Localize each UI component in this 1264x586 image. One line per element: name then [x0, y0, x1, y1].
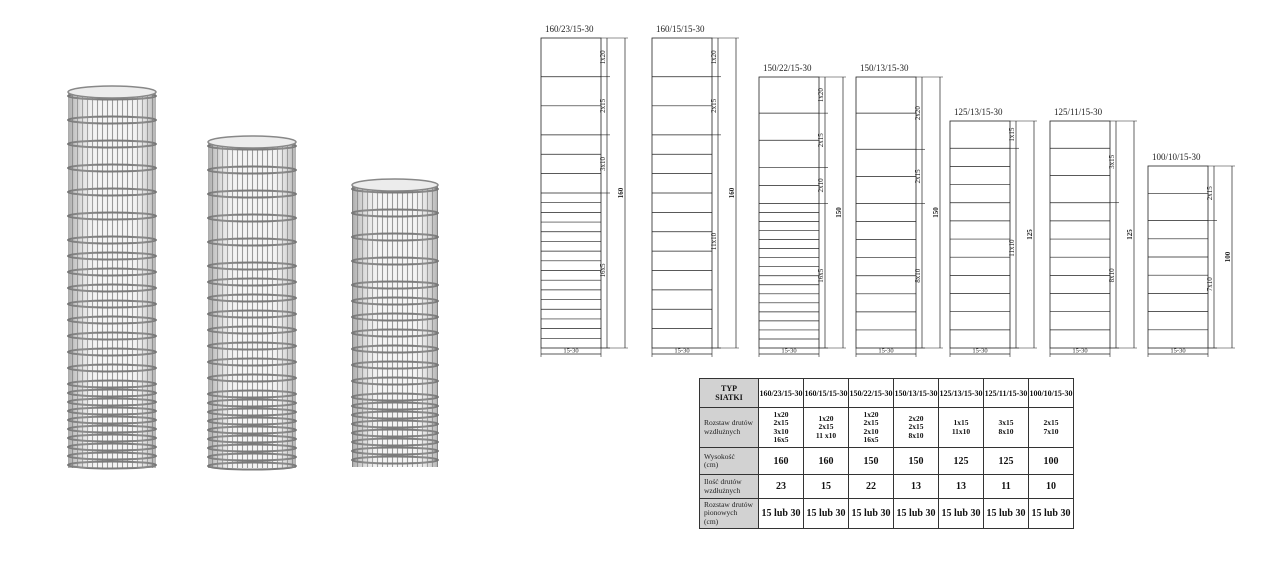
- spec-table: [699, 378, 1074, 529]
- height-label: 150: [932, 207, 940, 218]
- width-label: 15-30: [1170, 347, 1186, 355]
- height-label: 160: [728, 187, 736, 199]
- table-cell: 15 lub 30: [804, 499, 849, 529]
- table-cell: 150: [849, 448, 894, 475]
- table-cell: 100: [1029, 448, 1074, 475]
- row-label: Ilość drutów wzdłużnych: [700, 475, 759, 499]
- column-header: 125/11/15-30: [984, 379, 1029, 408]
- spacing-label: 1x20: [599, 50, 607, 65]
- spacing-label: 2x15: [1206, 186, 1214, 201]
- width-label: 15-30: [878, 347, 894, 355]
- table-cell: 160: [759, 448, 804, 475]
- table-cell: 15 lub 30: [894, 499, 939, 529]
- spacing-label: 8x10: [914, 268, 922, 283]
- spacing-label: 2x20: [914, 106, 922, 121]
- fence-diagram: [541, 24, 628, 357]
- width-label: 15-30: [972, 347, 988, 355]
- fence-panel: [950, 121, 1010, 348]
- table-cell: 160: [804, 448, 849, 475]
- diagram-title: 100/10/15-30: [1152, 152, 1201, 162]
- table-cell: 1x20 2x15 2x10 16x5: [849, 408, 894, 448]
- spacing-label: 2x15: [914, 169, 922, 184]
- row-label: Rozstaw drutów wzdłużnych: [700, 408, 759, 448]
- spacing-label: 16x5: [599, 263, 607, 278]
- height-label: 150: [835, 207, 843, 218]
- column-header: 160/23/15-30: [759, 379, 804, 408]
- table-cell: 15 lub 30: [759, 499, 804, 529]
- fence-diagram: [759, 63, 846, 357]
- row-label: Rozstaw drutów pionowych (cm): [700, 499, 759, 529]
- table-cell: 3x15 8x10: [984, 408, 1029, 448]
- column-header: 100/10/15-30: [1029, 379, 1074, 408]
- spacing-label: 2x15: [599, 98, 607, 113]
- spacing-label: 8x10: [1108, 268, 1116, 283]
- height-label: 125: [1126, 229, 1134, 240]
- spacing-label: 1x15: [1008, 127, 1016, 142]
- spacing-label: 2x15: [710, 98, 718, 113]
- table-cell: 125: [984, 448, 1029, 475]
- fence-panel: [1050, 121, 1110, 348]
- table-row: [700, 499, 1074, 529]
- table-header-row: [700, 379, 1074, 408]
- table-cell: 15 lub 30: [939, 499, 984, 529]
- height-label: 160: [617, 187, 625, 199]
- diagram-title: 160/23/15-30: [545, 24, 594, 34]
- width-label: 15-30: [674, 347, 690, 355]
- table-cell: 22: [849, 475, 894, 499]
- table-cell: 15 lub 30: [849, 499, 894, 529]
- table-row: [700, 408, 1074, 448]
- table-cell: 10: [1029, 475, 1074, 499]
- height-label: 125: [1026, 229, 1034, 240]
- spacing-label: 11x10: [1008, 239, 1016, 257]
- diagram-title: 150/22/15-30: [763, 63, 812, 73]
- width-label: 15-30: [781, 347, 797, 355]
- spacing-label: 2x10: [817, 178, 825, 193]
- fence-diagram: [950, 107, 1037, 357]
- fence-diagram: [1148, 152, 1235, 357]
- fence-diagram: [652, 24, 739, 357]
- spacing-label: 16x5: [817, 268, 825, 283]
- table-cell: 1x15 11x10: [939, 408, 984, 448]
- width-label: 15-30: [563, 347, 579, 355]
- column-header: 150/22/15-30: [849, 379, 894, 408]
- table-corner-label: TYP SIATKI: [700, 379, 759, 408]
- row-label: Wysokość (cm): [700, 448, 759, 475]
- diagram-title: 150/13/15-30: [860, 63, 909, 73]
- fence-diagram: [856, 63, 943, 357]
- fence-diagram: [1050, 107, 1137, 357]
- column-header: 125/13/15-30: [939, 379, 984, 408]
- height-label: 100: [1224, 251, 1232, 263]
- table-row: [700, 475, 1074, 499]
- table-cell: 15 lub 30: [984, 499, 1029, 529]
- spacing-label: 2x15: [817, 133, 825, 148]
- diagram-title: 125/11/15-30: [1054, 107, 1103, 117]
- table-cell: 15 lub 30: [1029, 499, 1074, 529]
- diagram-title: 125/13/15-30: [954, 107, 1003, 117]
- table-row: [700, 448, 1074, 475]
- table-cell: 125: [939, 448, 984, 475]
- table-cell: 13: [939, 475, 984, 499]
- table-cell: 2x20 2x15 8x10: [894, 408, 939, 448]
- table-cell: 1x20 2x15 3x10 16x5: [759, 408, 804, 448]
- spacing-label: 1x20: [817, 88, 825, 103]
- column-header: 150/13/15-30: [894, 379, 939, 408]
- table-cell: 23: [759, 475, 804, 499]
- table-cell: 13: [894, 475, 939, 499]
- spacing-label: 3x10: [599, 156, 607, 171]
- column-header: 160/15/15-30: [804, 379, 849, 408]
- width-label: 15-30: [1072, 347, 1088, 355]
- spacing-label: 7x10: [1206, 277, 1214, 292]
- table-cell: 11: [984, 475, 1029, 499]
- table-cell: 1x20 2x15 11 x10: [804, 408, 849, 448]
- table-cell: 150: [894, 448, 939, 475]
- spacing-label: 11x10: [710, 232, 718, 251]
- diagram-title: 160/15/15-30: [656, 24, 705, 34]
- table-cell: 15: [804, 475, 849, 499]
- spacing-label: 3x15: [1108, 154, 1116, 169]
- table-cell: 2x15 7x10: [1029, 408, 1074, 448]
- fence-panel: [856, 77, 916, 348]
- spacing-label: 1x20: [710, 50, 718, 65]
